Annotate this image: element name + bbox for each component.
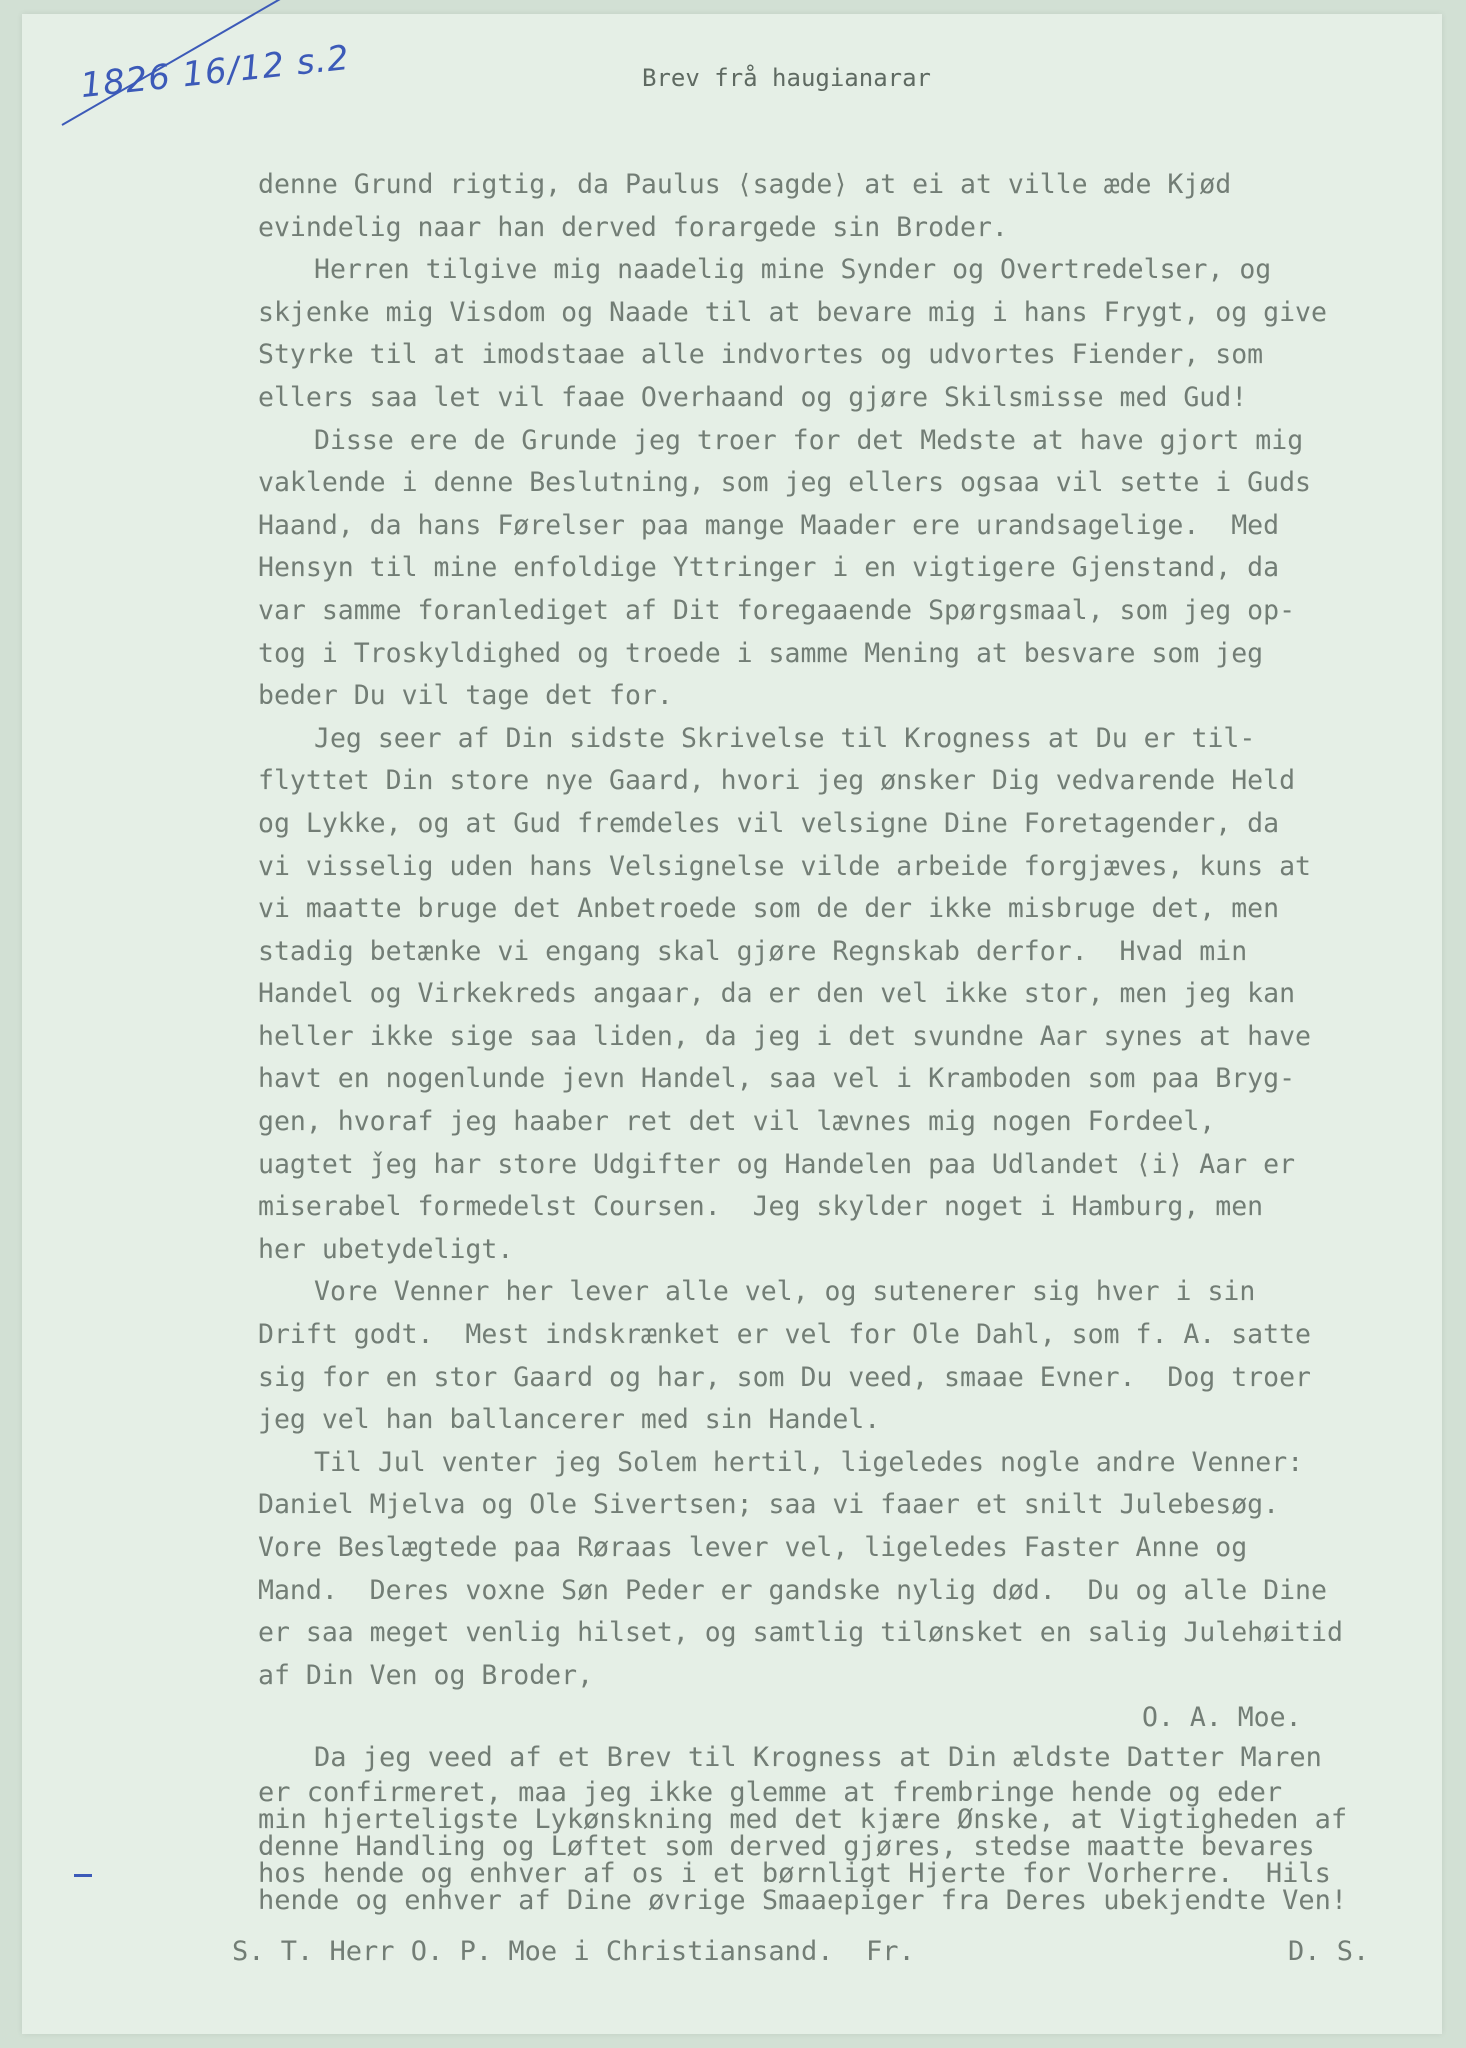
text-line: havt en nogenlunde jevn Handel, saa vel i Kramboden som paa Bryg- (258, 1063, 1296, 1095)
text-line: Styrke til at imodstaae alle indvortes og udvortes Fiender, som (258, 339, 1264, 371)
letter-body (258, 164, 1438, 1917)
paragraph (258, 1271, 1438, 1441)
text-line: Mand. Deres voxne Søn Peder er gandske nylig død. Du og alle Dine (258, 1574, 1327, 1606)
text-line: Haand, da hans Førelser paa mange Maader ere urandsagelige. Med (258, 509, 1280, 541)
text-line: er saa meget venlig hilset, og samtlig tilønsket en salig Julehøitid (258, 1617, 1343, 1649)
text-line: ellers saa let vil faae Overhaand og gjøre Skilsmisse med Gud! (258, 381, 1248, 413)
text-line: Handel og Virkekreds angaar, da er den vel ikke stor, men jeg kan (258, 978, 1296, 1010)
text-line: evindelig naar han derved forargede sin Broder. (258, 211, 1008, 243)
text-line: denne Grund rigtig, da Paulus ⟨sagde⟩ at ei at ville æde Kjød (258, 169, 1232, 200)
text-line: flyttet Din store nye Gaard, hvori jeg ønsker Dig vedvarende Held (258, 765, 1296, 797)
paragraph (258, 718, 1438, 1272)
address-abbrev: D. S. (1288, 1936, 1370, 1967)
text-line: Daniel Mjelva og Ole Sivertsen; saa vi faaer et snilt Julebesøg. (258, 1489, 1280, 1521)
text-line: sig for en stor Gaard og har, som Du veed, smaae Evner. Dog troer (258, 1361, 1311, 1393)
text-line: Da jeg veed af et Brev til Krogness at Din ældste Datter Maren (314, 1742, 1322, 1774)
text-line: vaklende i denne Beslutning, som jeg ellers ogsaa vil sette i Guds (258, 467, 1311, 499)
text-line: her ubetydeligt. (258, 1233, 514, 1265)
text-line: Vore Beslægtede paa Røraas lever vel, ligeledes Faster Anne og (258, 1532, 1248, 1563)
paragraph (258, 1442, 1438, 1738)
text-line: af Din Ven og Broder, (258, 1659, 594, 1691)
page-header: Brev frå haugianarar (642, 64, 931, 92)
text-line: hende og enhver af Dine øvrige Smaaepiger fra Deres ubekjendte Ven! (258, 1885, 1348, 1917)
text-line: Til Jul venter jeg Solem hertil, ligeledes nogle andre Venner: (314, 1446, 1304, 1478)
paragraph (258, 164, 1438, 249)
address-line: S. T. Herr O. P. Moe i Christiansand. Fr. (232, 1936, 915, 1967)
text-line: vi visselig uden hans Velsignelse vilde arbeide forgjæves, kuns at (258, 850, 1311, 882)
text-line: hos hende og enhver af os i et børnligt Hjerte for Vorherre. Hils (258, 1858, 1331, 1890)
text-line: og Lykke, og at Gud fremdeles vil velsigne Dine Foretagender, da (258, 807, 1280, 839)
margin-mark (74, 1874, 92, 1877)
text-line: vi maatte bruge det Anbetroede som de der ikke misbruge det, men (258, 893, 1280, 925)
text-line: Drift godt. Mest indskrænket er vel for Ole Dahl, som f. A. satte (258, 1319, 1311, 1351)
text-line: Jeg seer af Din sidste Skrivelse til Krogness at Du er til- (314, 722, 1256, 754)
text-line: denne Handling og Løftet som derved gjøres, stedse maatte bevares (258, 1831, 1315, 1863)
text-line: Herren tilgive mig naadelig mine Synder og Overtredelser, og (314, 254, 1272, 286)
text-line: heller ikke sige saa liden, da jeg i det svundne Aar synes at have (258, 1020, 1311, 1052)
text-line: stadig betænke vi engang skal gjøre Regnskab derfor. Hvad min (258, 935, 1248, 967)
text-line: var samme foranlediget af Dit foregaaende Spørgsmaal, som jeg op- (258, 594, 1296, 626)
document-page (22, 14, 1442, 2034)
archive-annotation: 1826 16/12 s.2 (78, 37, 352, 107)
text-line: Disse ere de Grunde jeg troer for det Medste at have gjort mig (314, 424, 1304, 456)
paragraph (258, 249, 1438, 419)
postscript (258, 1737, 1438, 1917)
text-line: min hjerteligste Lykønskning med det kjære Ønske, at Vigtigheden af (258, 1804, 1348, 1836)
signature: O. A. Moe. (1142, 1702, 1302, 1734)
text-line: beder Du vil tage det for. (258, 680, 673, 712)
text-line: er confirmeret, maa jeg ikke glemme at frembringe hende og eder (258, 1777, 1283, 1809)
text-line: skjenke mig Visdom og Naade til at bevare mig i hans Frygt, og give (258, 296, 1327, 328)
text-line: jeg vel han ballancerer med sin Handel. (258, 1404, 881, 1436)
text-line: uagtet ǰeg har store Udgifter og Handelen paa Udlandet ⟨i⟩ Aar er (258, 1148, 1296, 1180)
text-line: miserabel formedelst Coursen. Jeg skylder noget i Hamburg, men (258, 1191, 1264, 1223)
text-line: tog i Troskyldighed og troede i samme Mening at besvare som jeg (258, 637, 1264, 669)
text-line: Vore Venner her lever alle vel, og sutenerer sig hver i sin (314, 1276, 1256, 1308)
paragraph (258, 420, 1438, 718)
text-line: Hensyn til mine enfoldige Yttringer i en vigtigere Gjenstand, da (258, 552, 1280, 584)
text-line: gen, hvoraf jeg haaber ret det vil lævnes mig nogen Fordeel, (258, 1106, 1216, 1138)
